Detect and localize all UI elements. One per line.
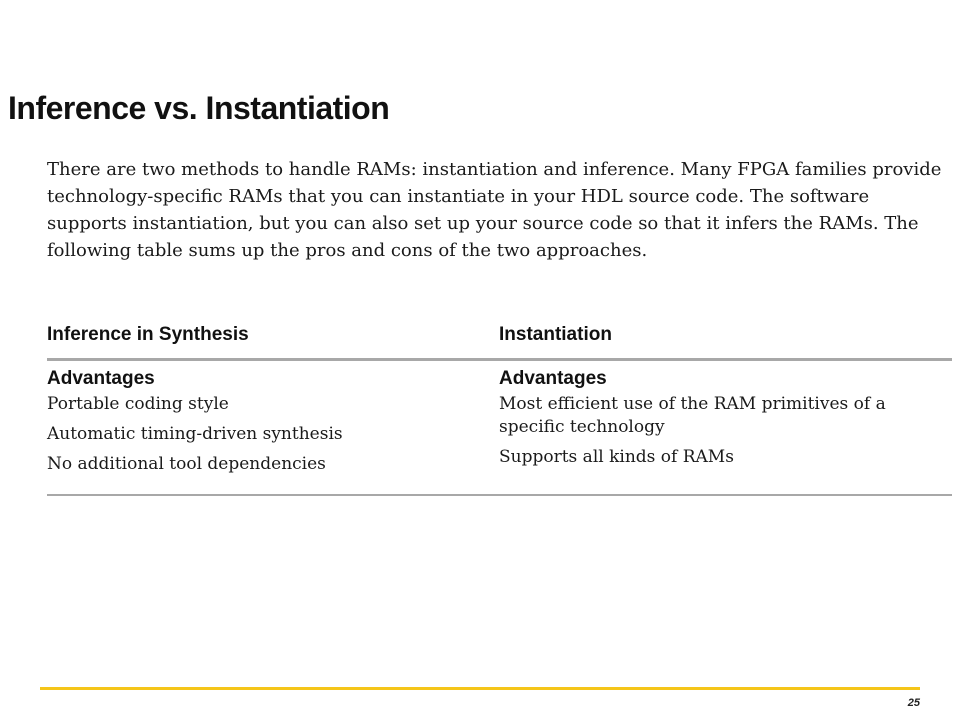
slide-title: Inference vs. Instantiation (8, 90, 390, 126)
instantiation-advantages-list (499, 393, 939, 469)
table-header-row (47, 320, 952, 361)
inference-advantages-heading: Advantages (47, 368, 155, 389)
list-item: No additional tool dependencies (47, 454, 326, 474)
intro-paragraph: There are two methods to handle RAMs: instantiation and inference. Many FPGA families provide technology-specific RAMs that you can instantiate in your HDL source code. The software supports instantiation, but you can also set up your source code so that it infers the RAMs. The following table sums up the pros and cons of the two approaches. (47, 159, 942, 261)
column-heading-instantiation: Instantiation (499, 324, 612, 345)
page-number: 25 (907, 697, 920, 709)
instantiation-advantages-heading: Advantages (499, 368, 607, 389)
list-item: Portable coding style (47, 394, 229, 414)
instantiation-column (499, 368, 939, 476)
inference-column (47, 368, 467, 483)
column-heading-inference: Inference in Synthesis (47, 324, 249, 345)
inference-advantages-list (47, 393, 467, 476)
table-body-row (47, 361, 952, 496)
list-item: Supports all kinds of RAMs (499, 447, 734, 467)
list-item: Automatic timing-driven synthesis (47, 424, 343, 444)
list-item: Most efficient use of the RAM primitives of a specific technology (499, 394, 886, 437)
comparison-table (47, 320, 952, 496)
footer-divider (40, 687, 920, 690)
